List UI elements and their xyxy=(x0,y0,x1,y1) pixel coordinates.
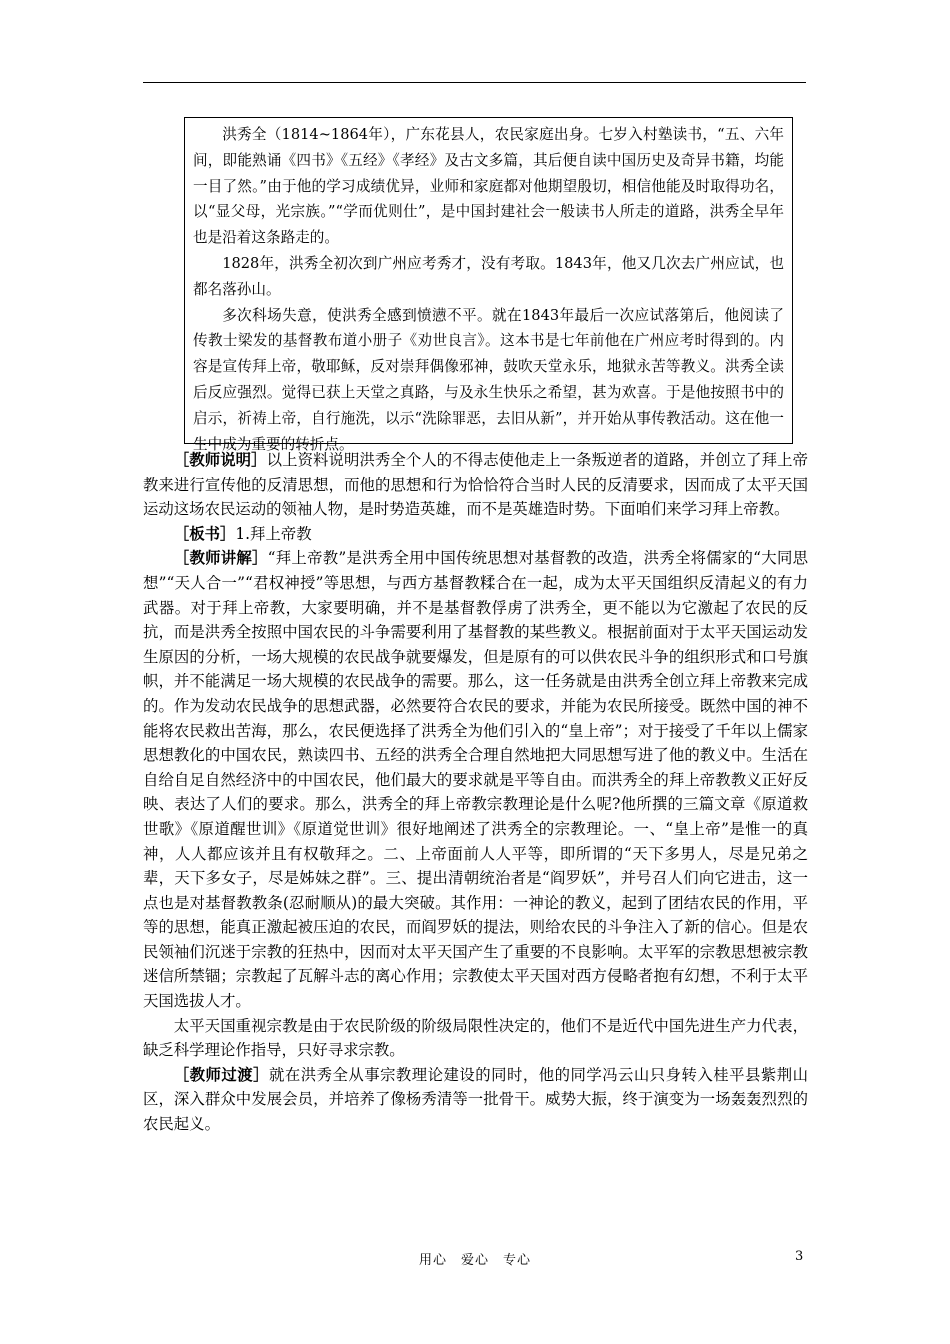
teacher-lecture-tag: ［教师讲解］ xyxy=(173,549,268,568)
header-rule xyxy=(143,82,806,83)
blackboard-paragraph xyxy=(143,522,808,547)
teacher-transition-tag: ［教师过渡］ xyxy=(173,1065,269,1084)
summary-paragraph xyxy=(143,1014,808,1063)
teacher-explanation-text: 以上资料说明洪秀全个人的不得志使他走上一条叛逆者的道路，并创立了拜上帝教来进行宣传他的反清思想，而他的思想和行为恰恰符合当时人民的反清要求，因而成了太平天国运动这场农民运动的领袖人物，是时势造英雄，而不是英雄造时势。下面咱们来学习拜上帝教。 xyxy=(143,451,808,519)
teacher-transition-paragraph xyxy=(143,1063,808,1137)
blackboard-text: 1.拜上帝教 xyxy=(235,524,312,543)
quote-paragraph-1: 洪秀全（1814~1864年），广东花县人，农民家庭出身。七岁入村塾读书，“五、六年间，即能熟诵《四书》《五经》《孝经》及古文多篇，其后便自读中国历史及奇异书籍，均能一目了然。”由于他的学习成绩优异，业师和家庭都对他期望殷切，相信他能及时取得功名，以“显父母，光宗族。”“学而优则仕”，是中国封建社会一般读书人所走的道路，洪秀全早年也是沿着这条路走的。 xyxy=(193,126,784,247)
body-text xyxy=(143,448,808,1137)
quote-paragraph-2: 1828年，洪秀全初次到广州应考秀才，没有考取。1843年，他又几次去广州应试，也都名落孙山。 xyxy=(193,254,784,298)
teacher-lecture-text: “拜上帝教”是洪秀全用中国传统思想对基督教的改造，洪秀全将儒家的“大同思想”“天人合一”“君权神授”等思想，与西方基督教糅合在一起，成为太平天国组织反清起义的有力武器。对于拜上帝教，大家要明确，并不是基督教俘虏了洪秀全，更不能以为它激起了农民的反抗，而是洪秀全按照中国农民的斗争需要利用了基督教的某些教义。根据前面对于太平天国运动发生原因的分析，一场大规模的农民战争就要爆发，但是原有的可以供农民斗争的组织形式和口号旗帜，并不能满足一场大规模的农民战争的需要。那么，这一任务就是由洪秀全创立拜上帝教来完成的。作为发动农民战争的思想武器，必然要符合农民的要求，并能为农民所接受。既然中国的神不能将农民救出苦海，那么，农民便选择了洪秀全为他们引入的“皇上帝”；对于接受了千年以上儒家思想教化的中国农民，熟读四书、五经的洪秀全合理自然地把大同思想写进了他的教义中。生活在自给自足自然经济中的中国农民，他们最大的要求就是平等自由。而洪秀全的拜上帝教教义正好反映、表达了人们的要求。那么，洪秀全的拜上帝教宗教理论是什么呢?他所撰的三篇文章《原道救世歌》《原道醒世训》《原道觉世训》很好地阐述了洪秀全的宗教理论。一、“皇上帝”是惟一的真神，人人都应该并且有权敬拜之。二、上帝面前人人平等，即所谓的“天下多男人，尽是兄弟之辈，天下多女子，尽是姊妹之群”。三、提出清朝统治者是“阎罗妖”，并号召人们向它进击，这一点也是对基督教教条(忍耐顺从)的最大突破。其作用：一神论的教义，起到了团结农民的作用，平等的思想，能真正激起被压迫的农民，而阎罗妖的提法，则给农民的斗争注入了新的信心。但是农民领袖们沉迷于宗教的狂热中，因而对太平天国产生了重要的不良影响。太平军的宗教思想被宗教迷信所禁锢；宗教起了瓦解斗志的离心作用；宗教使太平天国对西方侵略者抱有幻想，不利于太平天国选拔人才。 xyxy=(143,549,808,1011)
teacher-transition-text: 就在洪秀全从事宗教理论建设的同时，他的同学冯云山只身转入桂平县紫荆山区，深入群众中发展会员，并培养了像杨秀清等一批骨干。威势大振，终于演变为一场轰轰烈烈的农民起义。 xyxy=(143,1065,808,1134)
teacher-explanation-tag: ［教师说明］ xyxy=(173,451,267,469)
quote-box xyxy=(184,117,793,453)
page-number: 3 xyxy=(795,1249,804,1264)
teacher-lecture-paragraph xyxy=(143,546,808,1013)
footer-motto: 用心 爱心 专心 xyxy=(418,1253,531,1268)
teacher-explanation-paragraph xyxy=(143,448,808,522)
blackboard-tag: ［板书］ xyxy=(173,524,236,543)
quote-paragraph-3: 多次科场失意，使洪秀全感到愤懑不平。就在1843年最后一次应试落第后，他阅读了传教士梁发的基督教布道小册子《劝世良言》。这本书是七年前他在广州应考时得到的。内容是宣传拜上帝，敬耶稣，反对崇拜偶像邪神，鼓吹天堂永乐，地狱永苦等教义。洪秀全读后反应强烈。觉得已获上天堂之真路，与及永生快乐之希望，甚为欢喜。于是他按照书中的启示，祈祷上帝，自行施洗，以示“洗除罪恶，去旧从新”，并开始从事传教活动。这在他一生中成为重要的转折点。 xyxy=(193,306,784,453)
summary-text: 太平天国重视宗教是由于农民阶级的阶级局限性决定的，他们不是近代中国先进生产力代表，缺乏科学理论作指导，只好寻求宗教。 xyxy=(143,1016,808,1060)
